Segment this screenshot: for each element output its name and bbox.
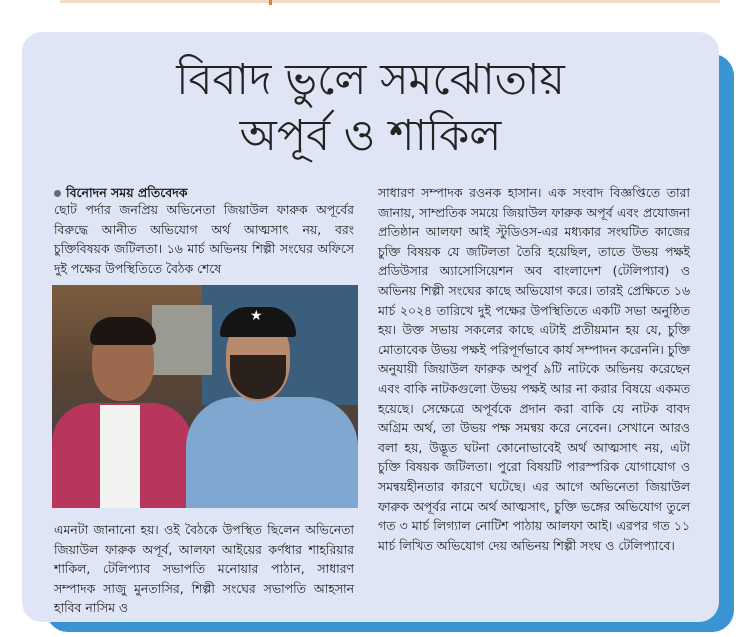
person-left-shirt: [100, 405, 140, 508]
article-text-right: সাধারণ সম্পাদক রওনক হাসান। এক সংবাদ বিজ্ঞপ্তিতে তারা জানায়, সাম্প্রতিক সময়ে জিয়াউল ফারুক অপূর্ব এবং প্রযোজনা প্রতিষ্ঠান আলফা আই স্টুডিওস-এর মধ্যকার সংঘটিত কাজের চুক্তি বিষয়ক যে জটিলতা তৈরি হয়েছিল, তাতে উভয় পক্ষই প্রডিউসার অ্যাসোসিয়েশন অব বাংলাদেশ (টেলিপ্যাব) ও অভিনয় শিল্পী সংঘের কাছে অভিযোগ করে। তারই প্রেক্ষিতে ১৬ মার্চ ২০২৪ তারিখে দুই পক্ষের উপস্থিতিতে একটি সভা অনুষ্ঠিত হয়। উক্ত সভায় সকলের কাছে এটাই প্রতীয়মান হয় যে, চুক্তি মোতাবেক উভয় পক্ষই পরিপূর্ণভাবে কার্য সম্পাদন করেননি। চুক্তি অনুযায়ী জিয়াউল ফারুক অপূর্ব ৯টি নাটকে অভিনয় করেছেন এবং বাকি নাটকগুলো উভয় পক্ষই আর না করার বিষয়ে একমত হয়েছে। সেক্ষেত্রে অপূর্বকে প্রদান করা বাকি যে নাটক বাবদ অগ্রিম অর্থ, তা উভয় পক্ষ সমন্বয় করে নেবেন। সেখানে আরও বলা হয়, উদ্ভূত ঘটনা কোনোভাবেই অর্থ আত্মসাৎ নয়, এটা চুক্তি বিষয়ক জটিলতা। পুরো বিষয়টি পারস্পরিক যোগাযোগ ও সমন্বয়হীনতার কারণে ঘটেছে। এর আগে অভিনেতা জিয়াউল ফারুক অপূর্বর নামে অর্থ আত্মসাৎ, চুক্তি ভঙ্গের অভিযোগ তুলে গত ৩ মার্চ লিগ্যাল নোটিশ পাঠায় আলফা আই। এরপর গত ১১ মার্চ লিখিত অভিযোগ দেয় অভিনয় শিল্পী সংঘ ও টেলিপ্যাবে।: [378, 185, 690, 553]
article-photo: [52, 285, 358, 508]
article-text-left-bottom: এমনটা জানানো হয়। ওই বৈঠকে উপস্থিত ছিলেন অভিনেতা জিয়াউল ফারুক অপূর্ব, আলফা আইয়ের কর্ণধার শাহরিয়ার শাকিল, টেলিপ্যাব সভাপতি মনোয়ার পাঠান, সাধারণ সম্পাদক সাজু মুনতাসির, শিল্পী সংঘের সভাপতি আহসান হাবিব নাসিম ও: [54, 522, 354, 616]
person-right-shirt: [186, 397, 358, 508]
article-text-left-top: ছোট পর্দার জনপ্রিয় অভিনেতা জিয়াউল ফারুক অপূর্বের বিরুদ্ধে আনীত অভিযোগ অর্থ আত্মসাৎ নয়, বরং চুক্তিবিষয়ক জটিলতা। ১৬ মার্চ অভিনয় শিল্পী সংঘের অফিসে দুই পক্ষের উপস্থিতিতে বৈঠক শেষে: [54, 202, 354, 276]
cap-star-icon: ★: [250, 308, 263, 324]
headline-line-2: অপূর্ব ও শাকিল: [239, 111, 502, 161]
photo-frame: [152, 305, 212, 375]
bullet-icon: [54, 190, 61, 197]
top-rule: [60, 0, 720, 3]
article-card: [22, 32, 719, 622]
byline-text: বিনোদন সময় প্রতিবেদক: [66, 185, 188, 200]
person-left-hair: [90, 317, 156, 345]
top-mark: [269, 0, 272, 5]
headline-line-1: বিবাদ ভুলে সমঝোতায়: [176, 55, 565, 105]
headline: [22, 52, 719, 164]
